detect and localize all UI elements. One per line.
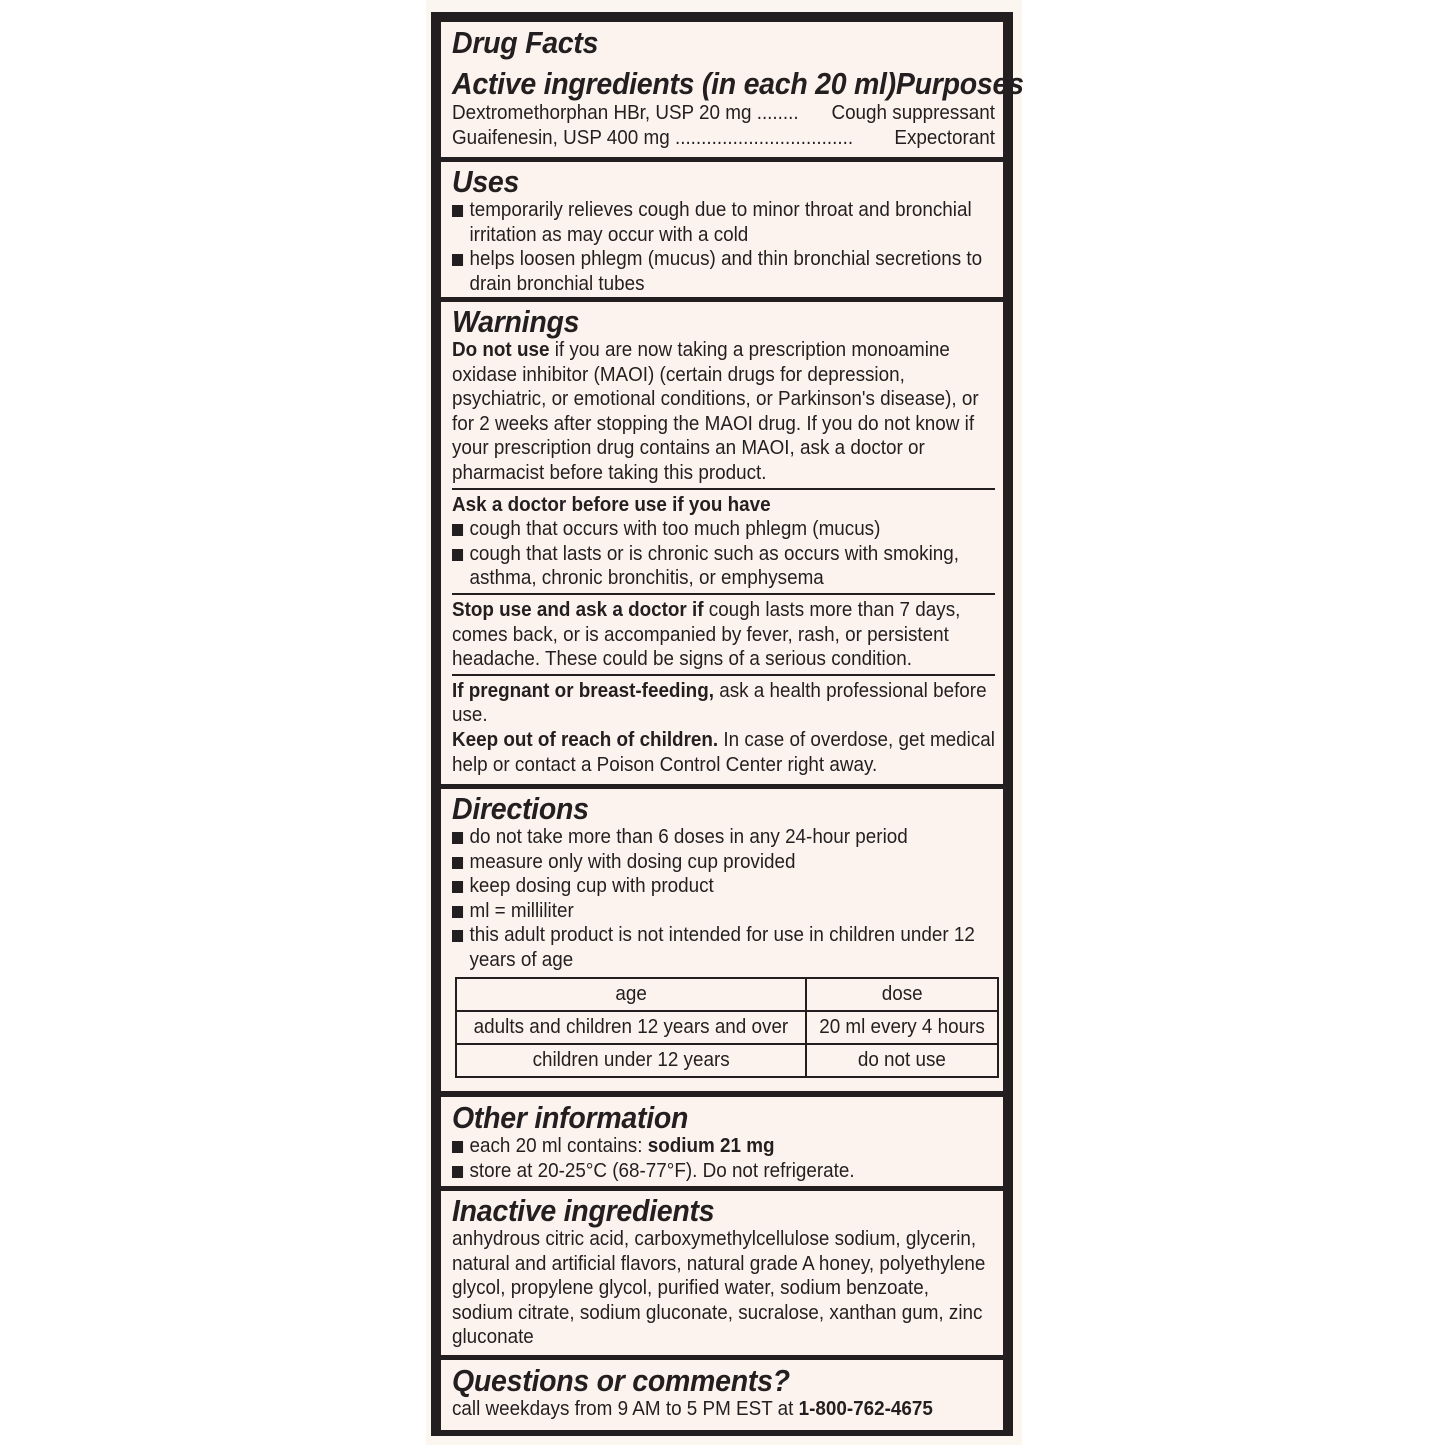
- sodium-text: each 20 ml contains:: [469, 1134, 648, 1157]
- list-item: helps loosen phlegm (mucus) and thin bronchial secretions to drain bronchial tubes: [452, 247, 995, 296]
- inactive-ingredients-heading: Inactive ingredients: [452, 1193, 715, 1228]
- cell-text: dose: [881, 982, 923, 1006]
- sodium-amount: sodium 21 mg: [647, 1134, 775, 1157]
- table-cell: [456, 1011, 806, 1044]
- directions-list: [452, 825, 995, 973]
- dosage-table: [455, 977, 999, 1078]
- active-ingredient-row: [452, 101, 995, 126]
- warnings-section: [441, 302, 1003, 784]
- do-not-use-label: Do not use: [452, 338, 550, 361]
- drug-facts-title: Drug Facts: [452, 25, 599, 60]
- list-item: this adult product is not intended for use in children under 12 years of age: [452, 923, 995, 972]
- questions-section: [441, 1360, 1003, 1430]
- drug-facts-panel: [431, 12, 1024, 1436]
- keep-out-paragraph: [452, 728, 995, 777]
- cell-text: children under 12 years: [532, 1048, 730, 1072]
- stop-use-label: Stop use and ask a doctor if: [452, 597, 704, 621]
- ask-doctor-block: [452, 493, 995, 591]
- cell-text: age: [615, 982, 647, 1006]
- uses-list: [452, 198, 995, 296]
- purposes-heading: Purposes: [895, 66, 1024, 101]
- table-cell: [456, 1044, 806, 1077]
- keep-out-label: Keep out of reach of children.: [452, 727, 719, 751]
- divider: [452, 593, 995, 595]
- table-row: [456, 1044, 998, 1077]
- questions-text: [452, 1397, 995, 1422]
- directions-section: [441, 789, 1003, 1091]
- other-information-heading: Other information: [452, 1100, 689, 1135]
- table-header-row: [456, 978, 998, 1011]
- list-item: store at 20-25°C (68-77°F). Do not refrigerate.: [452, 1159, 995, 1184]
- list-item: do not take more than 6 doses in any 24-hour period: [452, 825, 995, 850]
- list-item: ml = milliliter: [452, 899, 995, 924]
- active-ingredients-section: [441, 22, 1024, 157]
- cell-text: adults and children 12 years and over: [473, 1015, 789, 1039]
- phone-number: 1-800-762-4675: [798, 1397, 933, 1420]
- keep-out-text: In case of overdose, get medical help or contact a Poison Control Center right away.: [452, 727, 995, 776]
- table-row: [456, 1011, 998, 1044]
- directions-heading: Directions: [452, 791, 589, 826]
- list-item: keep dosing cup with product: [452, 874, 995, 899]
- questions-heading: Questions or comments?: [452, 1363, 790, 1398]
- ingredient-name: Guaifenesin, USP 400 mg ..................................: [452, 125, 854, 149]
- uses-heading: Uses: [452, 164, 520, 199]
- divider: [452, 674, 995, 676]
- pregnant-paragraph: [452, 679, 995, 728]
- inactive-ingredients-section: [441, 1191, 1003, 1355]
- warnings-heading: Warnings: [452, 304, 580, 339]
- inactive-ingredients-text: anhydrous citric acid, carboxymethylcellulose sodium, glycerin, natural and artificial flavors, natural grade A honey, polyethylene glycol, propylene glycol, purified water, sodium benzoate, sodium citrate, sodium gluconate, sucralose, xanthan gum, zinc gluconate: [452, 1227, 986, 1349]
- other-information-list: [452, 1134, 995, 1183]
- cell-text: do not use: [857, 1048, 947, 1072]
- pregnant-text: ask a health professional before use.: [452, 678, 987, 727]
- table-cell: [806, 1011, 998, 1044]
- ingredient-purpose: Cough suppressant: [831, 101, 996, 124]
- uses-section: [441, 162, 1003, 297]
- questions-call-text: call weekdays from 9 AM to 5 PM EST at: [452, 1397, 799, 1420]
- stop-use-paragraph: [452, 598, 995, 672]
- stop-use-text: cough lasts more than 7 days, comes back, or is accompanied by fever, rash, or persistent headache. These could be signs of a serious condition.: [452, 597, 961, 671]
- active-ingredients-header: [452, 66, 1024, 101]
- list-item: temporarily relieves cough due to minor throat and bronchial irritation as may occur with a cold: [452, 198, 995, 247]
- pregnant-label: If pregnant or breast-feeding,: [452, 678, 714, 702]
- active-ingredients-heading: Active ingredients (in each 20 ml): [452, 66, 896, 101]
- ingredient-purpose: Expectorant: [894, 125, 996, 149]
- table-header-cell: [456, 978, 806, 1011]
- ask-doctor-heading: Ask a doctor before use if you have: [452, 492, 771, 516]
- table-header-cell: [806, 978, 998, 1011]
- ingredient-name: Dextromethorphan HBr, USP 20 mg ........: [452, 101, 799, 124]
- table-cell: [806, 1044, 998, 1077]
- list-item: cough that occurs with too much phlegm (mucus): [452, 517, 995, 542]
- active-ingredient-row: [452, 126, 995, 151]
- divider: [452, 488, 995, 490]
- active-ingredients-list: [452, 101, 995, 150]
- cell-text: 20 ml every 4 hours: [819, 1015, 985, 1039]
- list-item: cough that lasts or is chronic such as occurs with smoking, asthma, chronic bronchitis, or emphysema: [452, 542, 995, 591]
- do-not-use-text: if you are now taking a prescription monoamine oxidase inhibitor (MAOI) (certain drugs for depression, psychiatric, or emotional conditions, or Parkinson's disease), or for 2 weeks after stopping the MAOI drug. If you do not know if your prescription drug contains an MAOI, ask a doctor or pharmacist before taking this product.: [452, 338, 979, 484]
- do-not-use-paragraph: [452, 338, 995, 486]
- list-item: measure only with dosing cup provided: [452, 850, 995, 875]
- other-information-section: [441, 1097, 1003, 1186]
- list-item: [452, 1134, 995, 1159]
